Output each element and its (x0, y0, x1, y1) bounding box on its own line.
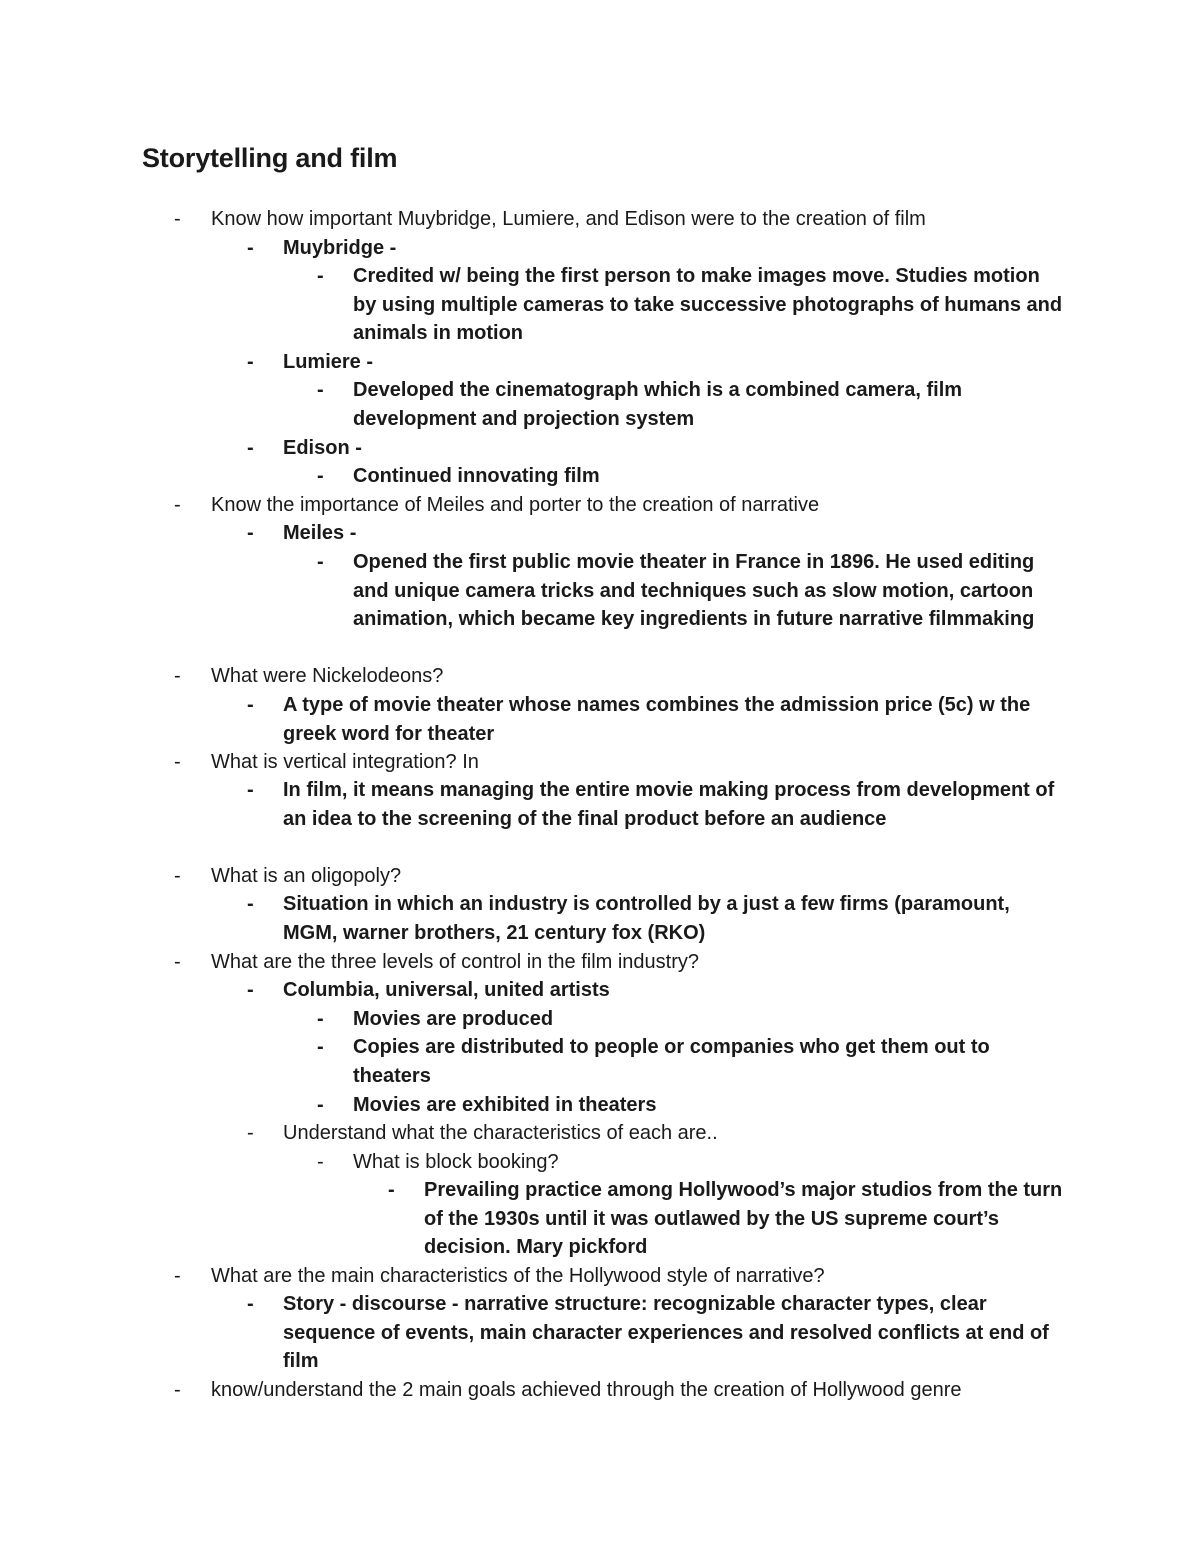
list-item (317, 1148, 1063, 1177)
bullet-dash: - (317, 1094, 324, 1116)
page-title: Storytelling and film (142, 143, 398, 173)
question-text: What is vertical integration? In (211, 751, 479, 773)
bullet-dash: - (317, 1151, 324, 1173)
answer-text: Movies are produced (353, 1008, 554, 1030)
list-item (247, 691, 1063, 748)
bullet-dash: - (174, 1265, 181, 1287)
bullet-dash: - (247, 1293, 254, 1315)
answer-text: Meiles - (283, 522, 357, 544)
bullet-dash: - (247, 522, 254, 544)
question-text: Know the importance of Meiles and porter to the creation of narrative (211, 494, 820, 516)
answer-text: Opened the first public movie theater in France in 1896. He used editing and unique camera tricks and techniques such as slow motion, cartoon animation, which became key ingredients in future narrative filmmaking (353, 551, 1035, 631)
list-item (247, 1290, 1063, 1376)
bullet-dash: - (174, 751, 181, 773)
bullet-dash: - (247, 694, 254, 716)
bullet-dash: - (317, 465, 324, 487)
bullet-dash: - (174, 665, 181, 687)
bullet-dash: - (247, 979, 254, 1001)
answer-text: In film, it means managing the entire movie making process from development of an idea to the screening of the final product before an audience (283, 779, 1055, 830)
bullet-dash: - (247, 779, 254, 801)
list-item (317, 1033, 1063, 1090)
list-item (174, 948, 1091, 977)
answer-text: Story - discourse - narrative structure: recognizable character types, clear sequence of events, main character experiences and resolved conflicts at end of film (283, 1293, 1049, 1373)
bullet-dash: - (388, 1179, 395, 1201)
answer-text: Columbia, universal, united artists (283, 979, 610, 1001)
list-item (317, 1091, 1063, 1120)
list-item (174, 205, 1091, 234)
answer-text: A type of movie theater whose names combines the admission price (5c) w the greek word for theater (283, 694, 1031, 745)
list-item (247, 776, 1063, 833)
bullet-dash: - (317, 1036, 324, 1058)
list-item (247, 348, 1063, 377)
bullet-dash: - (174, 1379, 181, 1401)
answer-text: Muybridge - (283, 237, 397, 259)
question-text: Understand what the characteristics of each are.. (283, 1122, 718, 1144)
list-item (247, 976, 1063, 1005)
list-item (247, 519, 1063, 548)
question-text: What are the three levels of control in the film industry? (211, 951, 700, 973)
bullet-dash: - (174, 208, 181, 230)
list-item (247, 1119, 1063, 1148)
list-item (174, 491, 1091, 520)
answer-text: Prevailing practice among Hollywood’s major studios from the turn of the 1930s until it was outlawed by the US supreme court’s decision. Mary pickford (424, 1179, 1063, 1259)
bullet-dash: - (247, 437, 254, 459)
answer-text: Developed the cinematograph which is a combined camera, film development and projection system (353, 379, 963, 430)
answer-text: Lumiere - (283, 351, 374, 373)
list-item (247, 434, 1063, 463)
list-item (174, 1376, 1091, 1405)
bullet-dash: - (317, 379, 324, 401)
list-item (388, 1176, 1074, 1262)
answer-text: Edison - (283, 437, 362, 459)
question-text: What are the main characteristics of the Hollywood style of narrative? (211, 1265, 825, 1287)
bullet-dash: - (174, 494, 181, 516)
list-item (247, 234, 1063, 263)
question-text: know/understand the 2 main goals achieved through the creation of Hollywood genre (211, 1379, 962, 1401)
answer-text: Credited w/ being the first person to make images move. Studies motion by using multiple cameras to take successive photographs of humans and animals in motion (353, 265, 1063, 345)
list-item (174, 862, 1091, 891)
question-text: Know how important Muybridge, Lumiere, and Edison were to the creation of film (211, 208, 926, 230)
bullet-dash: - (317, 1008, 324, 1030)
bullet-dash: - (247, 351, 254, 373)
list-item (247, 890, 1063, 947)
bullet-dash: - (247, 893, 254, 915)
list-item (174, 662, 1091, 691)
answer-text: Situation in which an industry is controlled by a just a few firms (paramount, MGM, warner brothers, 21 century fox (RKO) (283, 893, 1010, 944)
list-item (317, 1005, 1063, 1034)
list-item (317, 548, 1063, 634)
list-item (317, 462, 1063, 491)
answer-text: Continued innovating film (353, 465, 600, 487)
bullet-dash: - (174, 951, 181, 973)
answer-text: Copies are distributed to people or companies who get them out to theaters (353, 1036, 990, 1087)
bullet-dash: - (247, 237, 254, 259)
answer-text: Movies are exhibited in theaters (353, 1094, 657, 1116)
question-text: What were Nickelodeons? (211, 665, 444, 687)
bullet-dash: - (317, 265, 324, 287)
bullet-dash: - (247, 1122, 254, 1144)
question-text: What is an oligopoly? (211, 865, 402, 887)
list-item (174, 1262, 1091, 1291)
list-item (317, 262, 1063, 348)
list-item (317, 376, 1063, 433)
list-item (174, 748, 1091, 777)
bullet-dash: - (174, 865, 181, 887)
bullet-dash: - (317, 551, 324, 573)
question-text: What is block booking? (353, 1151, 559, 1173)
